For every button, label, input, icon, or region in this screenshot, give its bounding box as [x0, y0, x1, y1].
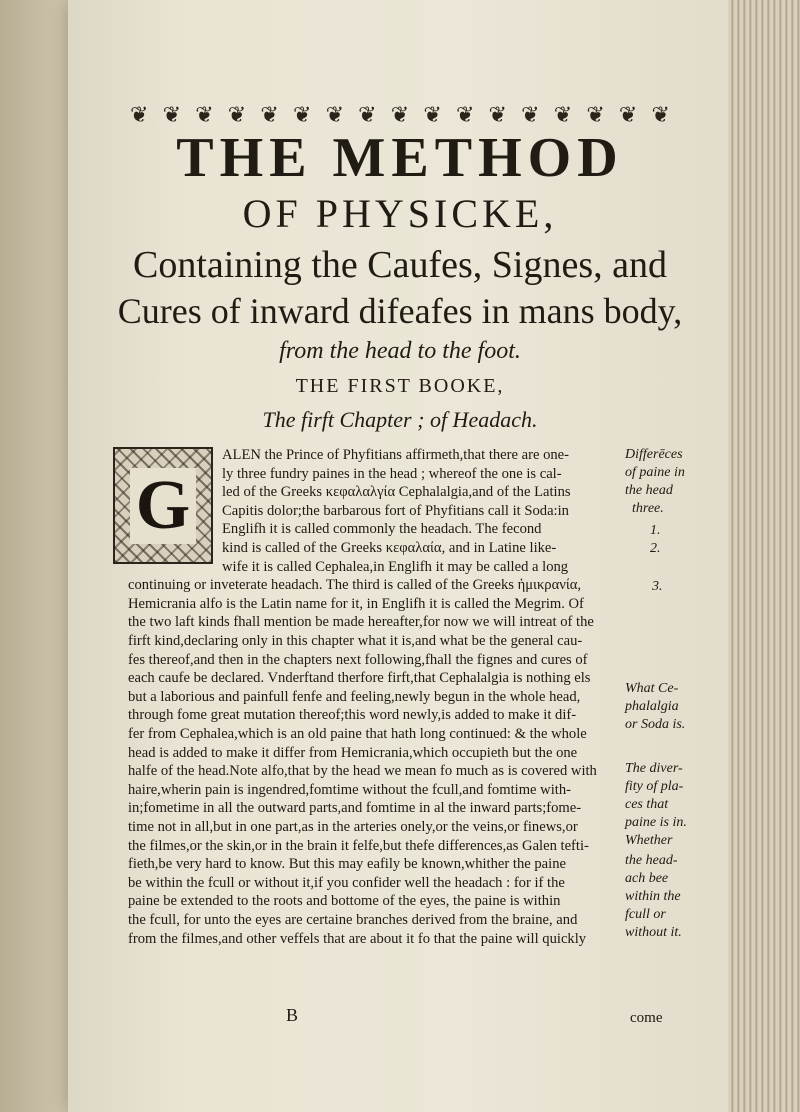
- margin-note: of paine in: [625, 465, 685, 480]
- text-line: from the filmes,and other veffels that are about it fo that the paine will quickly: [128, 930, 587, 947]
- text-line: wife it is called Cephalea,in Englifh it may be called a long: [222, 558, 569, 575]
- margin-note: without it.: [625, 925, 682, 940]
- margin-note: 1.: [650, 523, 661, 538]
- ornament-glyph: ❦: [651, 102, 670, 127]
- ornament-glyph: ❦: [292, 102, 312, 127]
- initial-letter: G: [130, 468, 196, 544]
- text-line: kind is called of the Greeks κεφαλαία, and in Latine like-: [222, 540, 557, 556]
- margin-note: phalalgia: [625, 699, 679, 714]
- margin-note: the head-: [625, 853, 678, 868]
- text-line: Englifh it is called commonly the headach. The fecond: [222, 521, 542, 538]
- margin-note: ach bee: [625, 871, 669, 886]
- text-line: fer from Cephalea,which is an old paine that hath long continued: & the whole: [128, 726, 587, 742]
- ornament-glyph: ❦: [618, 102, 638, 127]
- text-line: be within the fcull or without it,if you confider well the headach : for if the: [128, 874, 565, 891]
- ornament-glyph: ❦: [358, 102, 377, 127]
- text-line: Capitis dolor;the barbarous fort of Phyfitians call it Soda:in: [222, 502, 569, 519]
- text-line: led of the Greeks κεφαλαλγία Cephalalgia,and of the Latins: [222, 484, 571, 501]
- ornament-glyph: ❦: [390, 102, 410, 127]
- ornament-glyph: ❦: [586, 102, 605, 127]
- margin-note: fity of pla-: [625, 779, 684, 794]
- title-line-2: OF PHYSICKE,: [242, 191, 558, 236]
- ornament-glyph: ❦: [130, 102, 149, 127]
- margin-note: or Soda is.: [625, 717, 686, 732]
- ornament-glyph: ❦: [423, 102, 442, 127]
- chapter-heading: The firft Chapter ; of Headach.: [262, 407, 538, 432]
- ornament-glyph: ❦: [553, 102, 573, 127]
- ornament-glyph: ❦: [325, 102, 344, 127]
- margin-note: What Ce-: [625, 681, 679, 696]
- text-line: ly three fundry paines in the head ; whereof the one is cal-: [222, 465, 562, 482]
- margin-note: fcull or: [625, 907, 666, 922]
- text-line: continuing or inveterate headach. The third is called of the Greeks ἡμικρανία,: [128, 577, 582, 594]
- ornament-glyph: ❦: [260, 102, 279, 127]
- margin-note: Differēces: [625, 447, 683, 462]
- text-line: each caufe be declared. Vnderftand therfore firft,that Cephalalgia is nothing els: [128, 670, 591, 687]
- text-line: ALEN the Prince of Phyfitians affirmeth,that there are one-: [222, 447, 570, 463]
- ornament-glyph: ❦: [488, 102, 507, 127]
- title-line-1: THE METHOD: [176, 127, 624, 189]
- text-line: fieth,be very hard to know. But this may eafily be known,whither the paine: [128, 856, 566, 873]
- text-line: the filmes,or the skin,or in the brain it felfe,but thefe differences,as Galen tefti-: [128, 837, 589, 854]
- margin-note: paine is in.: [625, 815, 687, 830]
- margin-note: 3.: [652, 579, 663, 594]
- text-line: through fome great mutation thereof;this word newly,is added to make it dif-: [128, 707, 577, 724]
- text-line: paine be extended to the roots and bottome of the eyes, the paine is within: [128, 893, 561, 910]
- ornament-glyph: ❦: [162, 102, 182, 127]
- margin-note: 2.: [650, 541, 661, 556]
- ornament-glyph: ❦: [455, 102, 475, 127]
- margin-note: Whether: [625, 833, 673, 848]
- title-line-5: from the head to the foot.: [279, 338, 521, 364]
- text-line: head is added to make it differ from Hemicrania,which occupieth but the one: [128, 744, 578, 761]
- margin-note: within the: [625, 889, 681, 904]
- text-line: the two laft kinds fhall mention be made hereafter,for now we will intreat of the: [128, 614, 594, 631]
- text-line: in;fometime in all the outward parts,and fomtime in al the inward parts;fome-: [128, 800, 582, 817]
- margin-note: three.: [632, 501, 664, 516]
- text-line: fes thereof,and then in the chapters next following,fhall the fignes and cures of: [128, 651, 588, 668]
- text-line: haire,wherin pain is ingendred,fomtime without the fcull,and fomtime with-: [128, 781, 571, 798]
- margin-note: the head: [625, 483, 673, 498]
- text-line: firft kind,declaring only in this chapter what it is,and what be the general cau-: [128, 633, 583, 649]
- margin-note: ces that: [625, 797, 669, 812]
- ornament-glyph: ❦: [195, 102, 214, 127]
- margin-note: The diver-: [625, 761, 683, 776]
- signature-mark: B: [286, 1005, 299, 1025]
- text-line: the fcull, for unto the eyes are certaine branches derived from the braine, and: [128, 912, 578, 928]
- title-line-3: Containing the Caufes, Signes, and: [132, 244, 668, 286]
- catchword: come: [630, 1010, 663, 1026]
- ornament-glyph: ❦: [227, 102, 247, 127]
- text-line: time not in all,but in one part,as in the arteries onely,or the veins,or finews,or: [128, 819, 578, 835]
- title-line-4: Cures of inward difeafes in mans body,: [117, 291, 683, 331]
- text-line: but a laborious and painfull fenfe and feeling,newly begun in the whole head,: [128, 688, 581, 705]
- ornament-glyph: ❦: [521, 102, 540, 127]
- text-line: Hemicrania alfo is the Latin name for it, in Englifh it is called the Megrim. Of: [128, 595, 584, 612]
- book-heading: THE FIRST BOOKE,: [295, 375, 505, 397]
- text-line: halfe of the head.Note alfo,that by the head we mean fo much as is covered with: [128, 763, 597, 780]
